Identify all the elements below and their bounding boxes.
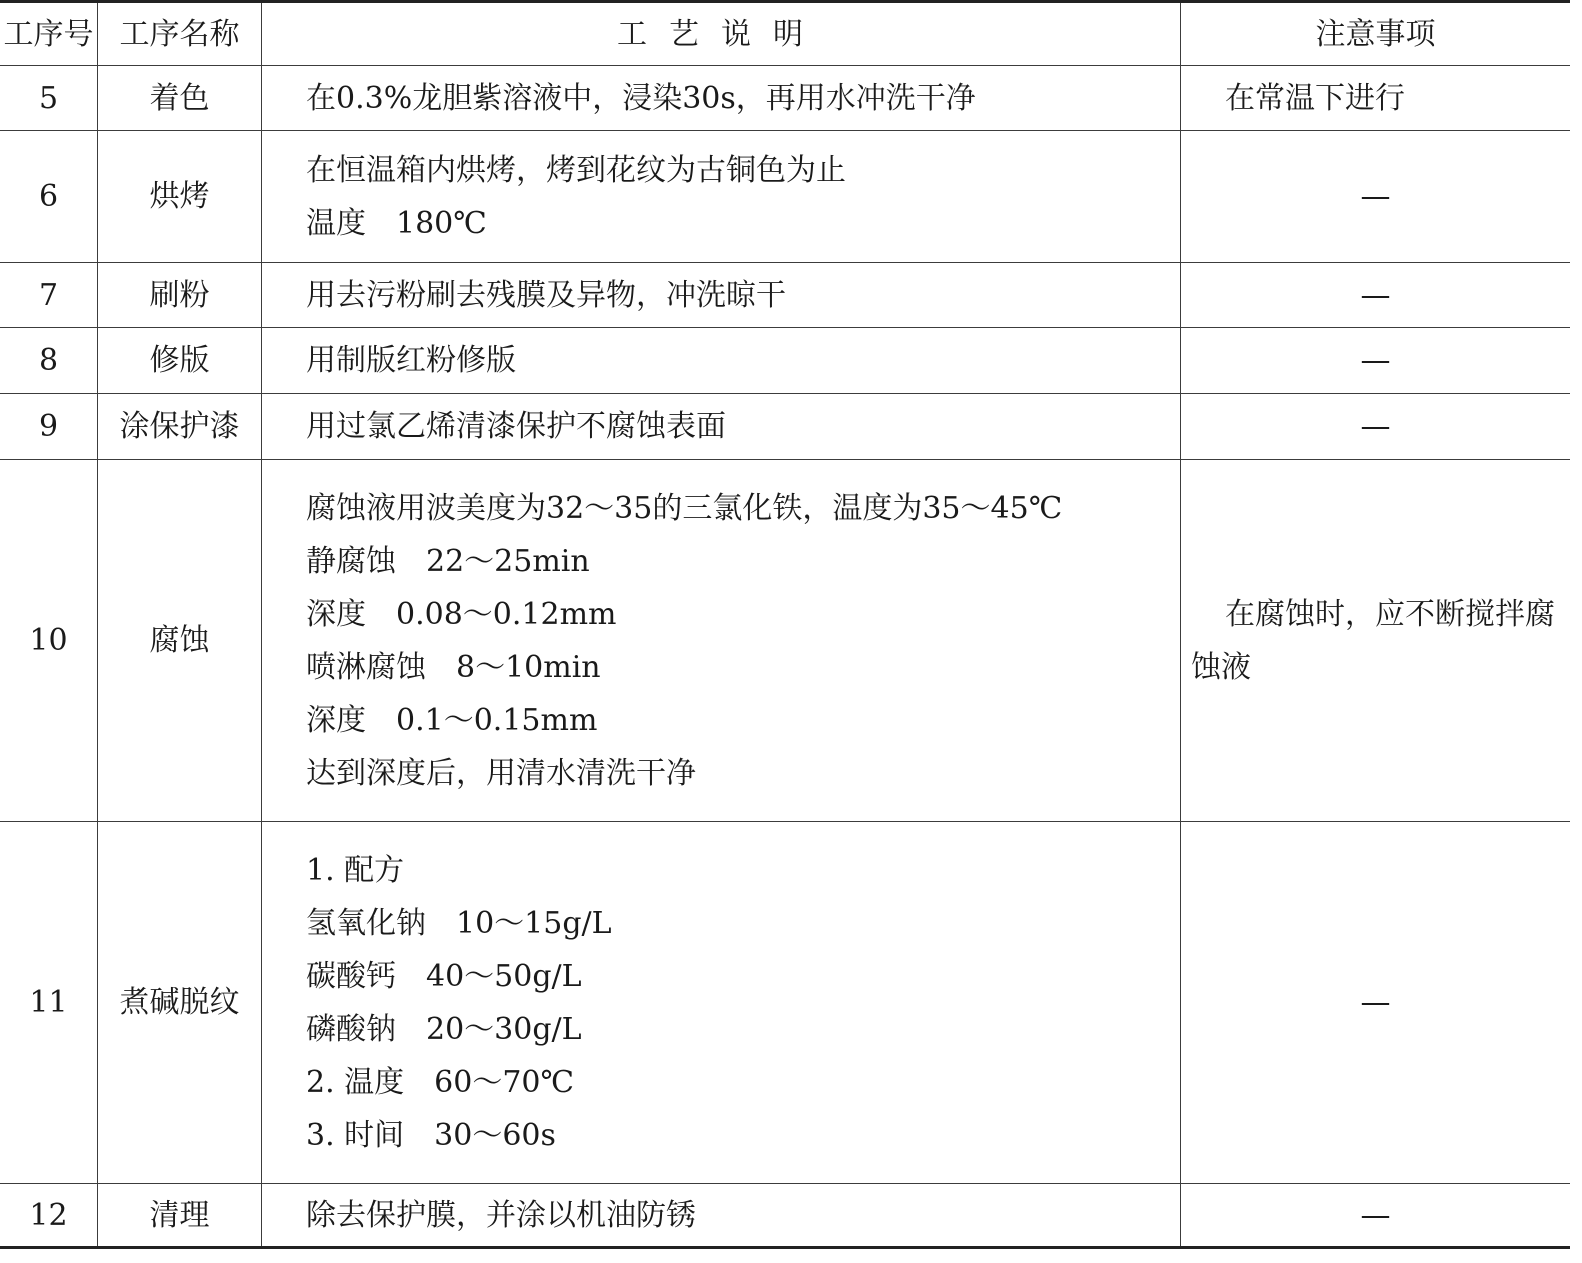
cell-process-description bbox=[262, 263, 1181, 328]
notes-text: 在腐蚀时，应不断搅拌腐蚀液 bbox=[1191, 596, 1555, 685]
table-row bbox=[0, 328, 1570, 394]
header-process-name: 工序名称 bbox=[98, 2, 262, 66]
cell-notes: — bbox=[1181, 822, 1571, 1184]
description-line: 用过氯乙烯清漆保护不腐蚀表面 bbox=[306, 409, 726, 444]
cell-notes: — bbox=[1181, 394, 1571, 460]
cell-process-description bbox=[262, 66, 1181, 131]
table-body bbox=[0, 66, 1570, 1248]
cell-notes: — bbox=[1181, 263, 1571, 328]
cell-process-no: 10 bbox=[0, 460, 98, 822]
cell-process-description bbox=[262, 460, 1181, 822]
cell-notes: 在常温下进行 bbox=[1181, 66, 1571, 131]
header-process-description: 工艺说明 bbox=[262, 2, 1181, 66]
cell-process-name: 修版 bbox=[98, 328, 262, 394]
cell-process-name: 烘烤 bbox=[98, 131, 262, 263]
cell-process-no: 5 bbox=[0, 66, 98, 131]
table-row bbox=[0, 460, 1570, 822]
description-line: 用去污粉刷去残膜及异物，冲洗晾干 bbox=[306, 277, 786, 313]
description-line: 氢氧化钠 10～15g/L bbox=[306, 905, 612, 941]
description-line: 达到深度后，用清水清洗干净 bbox=[306, 755, 696, 791]
cell-process-name: 着色 bbox=[98, 66, 262, 131]
cell-notes: — bbox=[1181, 1184, 1571, 1248]
cell-process-description bbox=[262, 328, 1181, 394]
description-line: 碳酸钙 40～50g/L bbox=[306, 958, 582, 994]
cell-process-description bbox=[262, 1184, 1181, 1248]
cell-process-name: 清理 bbox=[98, 1184, 262, 1248]
cell-process-description bbox=[262, 394, 1181, 460]
cell-process-description bbox=[262, 131, 1181, 263]
table-row bbox=[0, 131, 1570, 263]
header-process-no: 工序号 bbox=[0, 2, 98, 66]
description-line: 在恒温箱内烘烤，烤到花纹为古铜色为止 bbox=[306, 152, 846, 188]
cell-notes: — bbox=[1181, 131, 1571, 263]
description-line: 温度 180℃ bbox=[306, 205, 487, 241]
cell-process-description bbox=[262, 822, 1181, 1184]
cell-process-no: 9 bbox=[0, 394, 98, 460]
description-line: 用制版红粉修版 bbox=[306, 343, 516, 378]
description-line: 磷酸钠 20～30g/L bbox=[306, 1011, 582, 1047]
description-line: 腐蚀液用波美度为32～35的三氯化铁，温度为35～45℃ bbox=[306, 490, 1063, 526]
cell-process-no: 12 bbox=[0, 1184, 98, 1248]
table-row bbox=[0, 1184, 1570, 1248]
table-row bbox=[0, 822, 1570, 1184]
table-header-row bbox=[0, 2, 1570, 66]
table-row bbox=[0, 66, 1570, 131]
description-line: 深度 0.1～0.15mm bbox=[306, 702, 598, 738]
description-line: 1. 配方 bbox=[306, 852, 405, 888]
description-line: 2. 温度 60～70℃ bbox=[306, 1064, 575, 1100]
description-line: 喷淋腐蚀 8～10min bbox=[306, 649, 601, 685]
cell-notes: — bbox=[1181, 328, 1571, 394]
description-line: 在0.3%龙胆紫溶液中，浸染30s，再用水冲洗干净 bbox=[306, 80, 976, 116]
description-line: 静腐蚀 22～25min bbox=[306, 543, 590, 579]
cell-process-no: 7 bbox=[0, 263, 98, 328]
header-notes: 注意事项 bbox=[1181, 2, 1571, 66]
cell-process-name: 涂保护漆 bbox=[98, 394, 262, 460]
cell-process-no: 8 bbox=[0, 328, 98, 394]
cell-process-no: 6 bbox=[0, 131, 98, 263]
cell-process-name: 刷粉 bbox=[98, 263, 262, 328]
cell-notes bbox=[1181, 460, 1571, 822]
cell-process-no: 11 bbox=[0, 822, 98, 1184]
description-line: 深度 0.08～0.12mm bbox=[306, 596, 617, 632]
cell-process-name: 煮碱脱纹 bbox=[98, 822, 262, 1184]
table-row bbox=[0, 394, 1570, 460]
cell-process-name: 腐蚀 bbox=[98, 460, 262, 822]
table-row bbox=[0, 263, 1570, 328]
description-line: 除去保护膜，并涂以机油防锈 bbox=[306, 1197, 696, 1233]
description-line: 3. 时间 30～60s bbox=[306, 1117, 556, 1153]
